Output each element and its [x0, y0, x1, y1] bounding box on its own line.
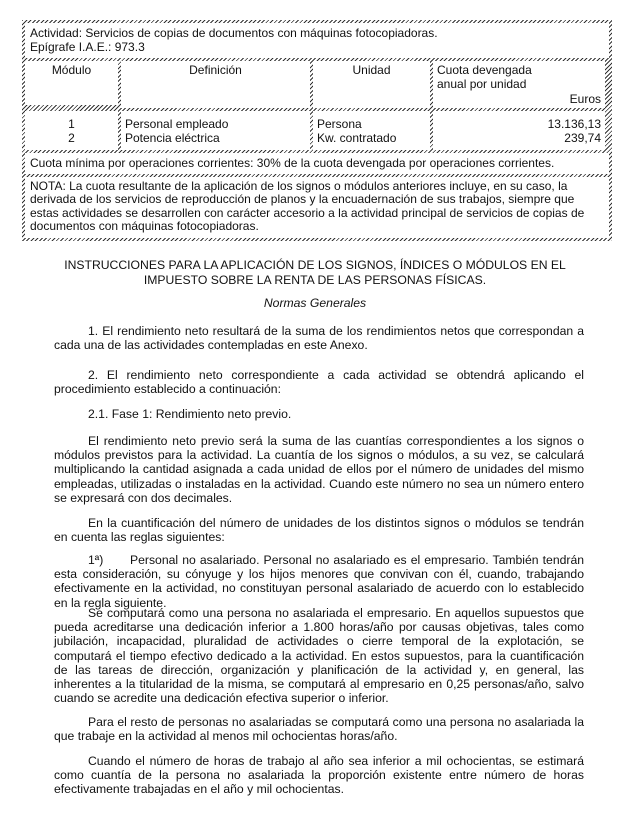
row2-unidad: Kw. contratado: [317, 131, 397, 145]
paragraph-7: [54, 606, 584, 705]
paragraph-9: [54, 754, 584, 797]
instructions-title-line2: IMPUESTO SOBRE LA RENTA DE LAS PERSONAS FÍSICAS.: [143, 272, 487, 287]
paragraph-1-text: 1. El rendimiento neto resultará de la suma de los rendimientos netos que correspondan a cada una de las actividades contempladas en este Anexo.: [54, 324, 584, 353]
epigrafe-text: Epígrafe I.A.E.: 973.3: [30, 39, 145, 54]
instructions-title-line1: INSTRUCCIONES PARA LA APLICACIÓN DE LOS SIGNOS, ÍNDICES O MÓDULOS EN EL: [64, 258, 566, 272]
activity-text: Actividad: Servicios de copias de documentos con máquinas fotocopiadoras.: [30, 26, 438, 40]
paragraph-4: [54, 434, 584, 505]
col-modulo: [25, 111, 118, 150]
paragraph-4-text: El rendimiento neto previo será la suma de las cuantías correspondientes a los signos o módulos previstos para la actividad. La cuantía de los signos o módulos, a su vez, se calculará multiplicando la cantidad asignada a cada unidad de ellos por el número de unidades del mismo empleadas, utilizadas o instaladas en la actividad. Cuando este número no sea un número entero se expresará con dos decimales.: [54, 434, 584, 505]
col-cuota: [433, 111, 605, 150]
paragraph-9-text: Cuando el número de horas de trabajo al año sea inferior a mil ochocientas, se estimará como cuantía de la persona no asalariada la proporción existente entre número de horas efectivamente trabajadas en el año y mil ochocientas.: [54, 754, 584, 797]
row1-modulo: 1: [68, 117, 75, 131]
paragraph-5-text: En la cuantificación del número de unidades de los distintos signos o módulos se tendrán en cuenta las reglas siguientes:: [54, 516, 584, 545]
paragraph-6-text: [54, 553, 584, 610]
paragraph-2: [54, 368, 584, 396]
row1-cuota: 13.136,13: [547, 117, 601, 131]
row1-unidad: Persona: [317, 117, 362, 131]
table-data-rows: [25, 111, 609, 150]
normas-generales-subtitle: Normas Generales: [263, 296, 367, 310]
paragraph-1: [54, 324, 584, 352]
row1-definicion: Personal empleado: [125, 117, 229, 131]
header-cuota-line2: anual por unidad: [437, 77, 527, 91]
paragraph-5: [54, 516, 584, 544]
paragraph-3: [54, 407, 584, 421]
paragraph-7-text: Se computará como una persona no asalariada el empresario. En aquellos supuestos que pueda acreditarse una dedicación inferior a 1.800 horas/año por causas objetivas, tales como jubilación, incapacidad, pluralidad de actividades o cierre temporal de la explotación, se computará el tiempo efectivo dedicado a la actividad. En estos supuestos, para la cuantificación de las tareas de dirección, organización y planificación de la actividad y, en general, las inherentes a la titularidad de la misma, se computará al empresario en 0,25 personas/año, salvo cuando se acredite una dedicación efectiva superior o inferior.: [54, 606, 584, 706]
paragraph-8-text: Para el resto de personas no asalariadas se computará como una persona no asalariada la que trabaje en la actividad al menos mil ochocientas horas/año.: [54, 715, 584, 744]
cuota-minima-cell: Cuota mínima por operaciones corrientes: 30% de la cuota devengada por operaciones corrientes.: [25, 153, 609, 174]
row2-cuota: 239,74: [564, 131, 601, 145]
instructions-title: [40, 258, 590, 287]
header-unidad: Unidad: [313, 61, 430, 108]
paragraph-6: [54, 553, 584, 610]
header-cuota-line1: Cuota devengada: [437, 63, 532, 77]
paragraph-2-text: 2. El rendimiento neto correspondiente a cada actividad se obtendrá aplicando el procedimiento establecido a continuación:: [54, 368, 584, 397]
nota-cell: NOTA: La cuota resultante de la aplicación de los signos o módulos anteriores incluye, en su caso, la derivada de los servicios de reproducción de planos y la encuadernación de sus trabajos, siempre que estas actividades se desarrollen con carácter accesorio a la actividad principal de servicios de copias de documentos con máquinas fotocopiadoras.: [25, 177, 609, 238]
header-definicion: Definición: [121, 61, 310, 108]
paragraph-8: [54, 715, 584, 743]
table-header-row: [25, 61, 609, 108]
rule-number: 1ª): [88, 553, 104, 567]
row2-definicion: Potencia eléctrica: [125, 131, 220, 145]
activity-cell: [25, 23, 609, 58]
module-table: [22, 20, 612, 241]
header-cuota-currency: Euros: [569, 92, 601, 106]
header-modulo: Módulo: [25, 61, 118, 105]
header-cuota: [433, 61, 605, 108]
paragraph-3-text: 2.1. Fase 1: Rendimiento neto previo.: [88, 407, 292, 421]
row2-modulo: 2: [68, 131, 75, 145]
rule-1-text: Personal no asalariado. Personal no asalariado es el empresario. También tendrán esta consideración, su cónyuge y los hijos menores que convivan con él, cuando, trabajando efectivamente en la actividad, no constituyan personal asalariado de acuerdo con lo establecido en la regla siguiente.: [54, 553, 584, 610]
col-unidad: [313, 111, 430, 150]
col-definicion: [121, 111, 310, 150]
